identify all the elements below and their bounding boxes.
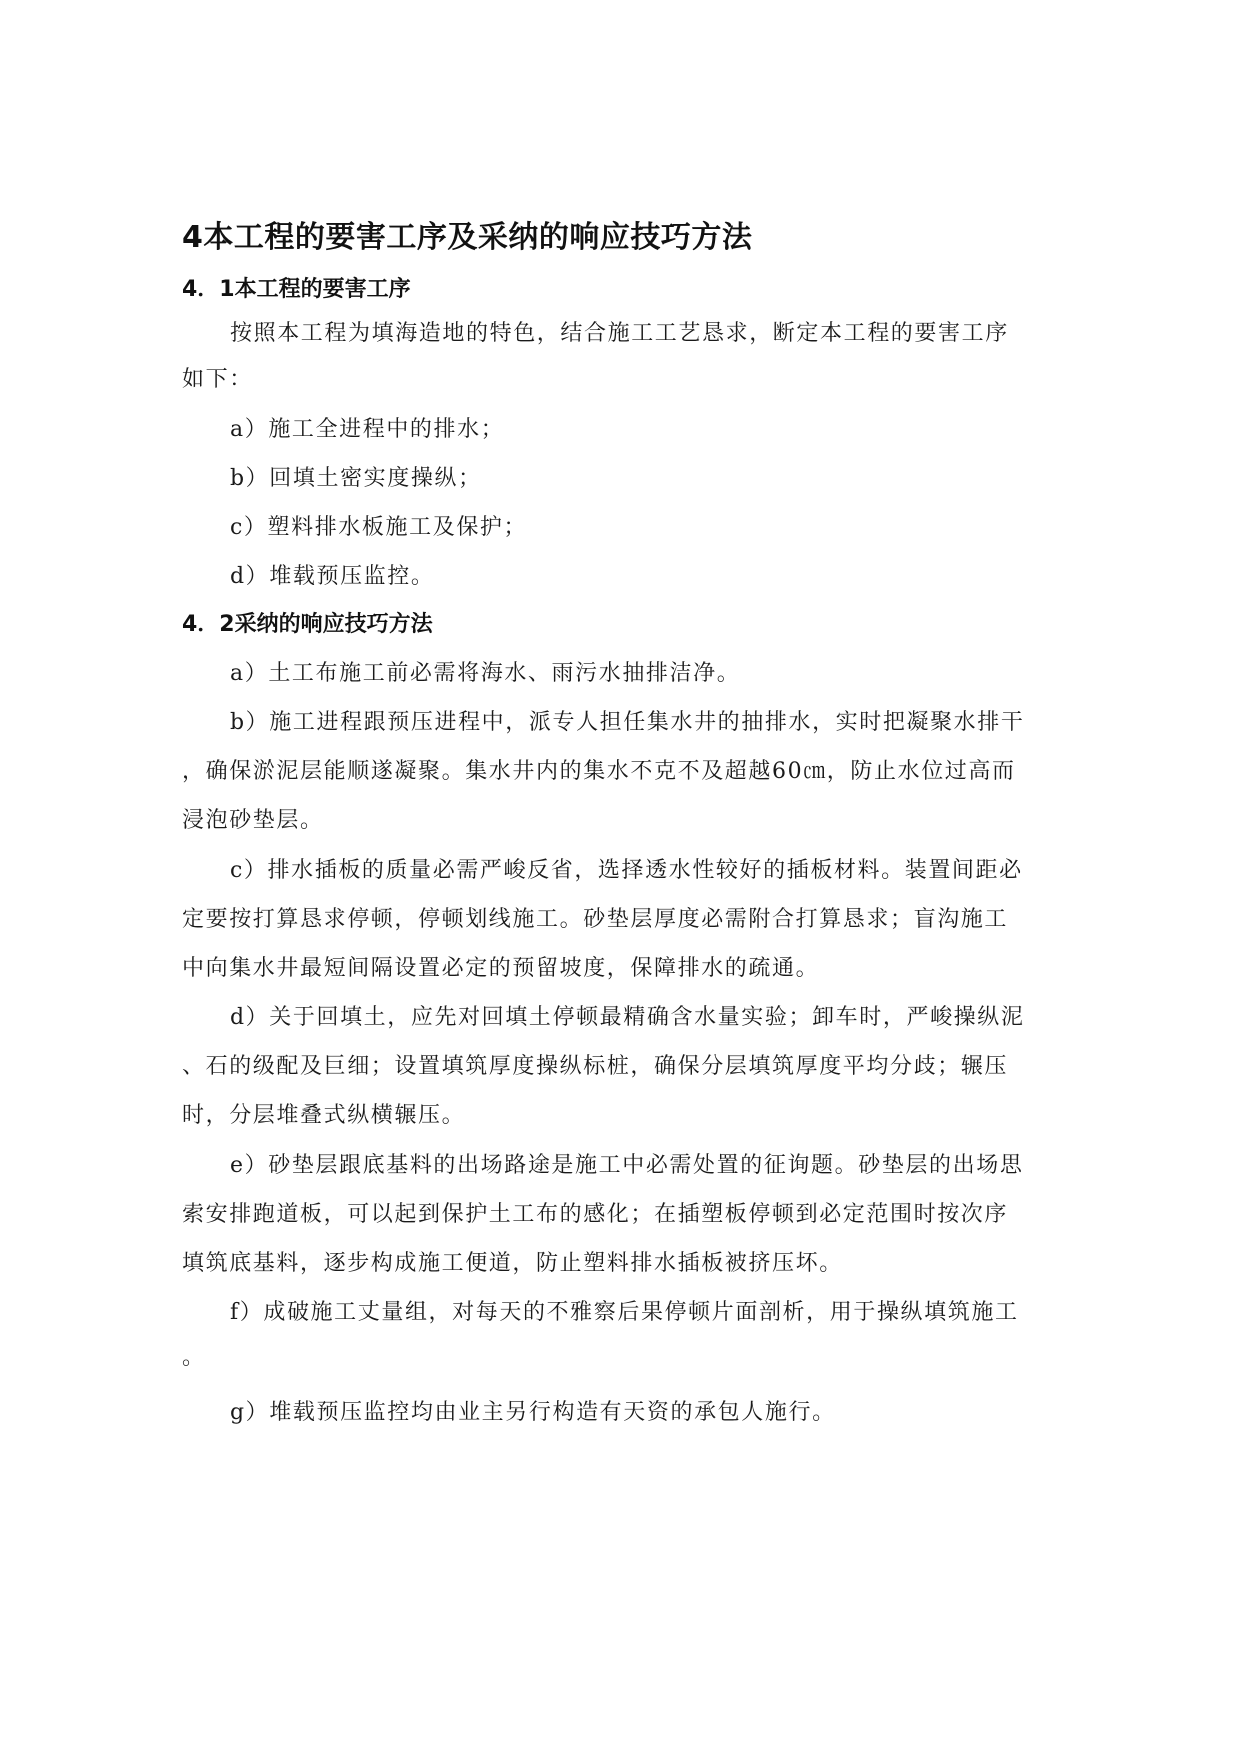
paragraph-b-line-3: 浸泡砂垫层。 bbox=[182, 808, 324, 833]
list-item-a: a）施工全进程中的排水； bbox=[230, 417, 505, 442]
list-item-b: b）回填土密实度操纵； bbox=[230, 466, 482, 491]
paragraph-a-line-1: a）土工布施工前必需将海水、雨污水抽排洁净。 bbox=[230, 661, 741, 686]
paragraph-c-line-3: 中向集水井最短间隔设置必定的预留坡度，保障排水的疏通。 bbox=[182, 956, 820, 981]
paragraph-c-line-2: 定要按打算恳求停顿，停顿划线施工。砂垫层厚度必需附合打算恳求；盲沟施工 bbox=[182, 907, 1009, 932]
intro-line-1: 按照本工程为填海造地的特色，结合施工工艺恳求，断定本工程的要害工序 bbox=[230, 321, 1009, 346]
document-heading: 4本工程的要害工序及采纳的响应技巧方法 bbox=[182, 220, 753, 255]
paragraph-f-line-1: f）成破施工丈量组，对每天的不雅察后果停顿片面剖析，用于操纵填筑施工 bbox=[230, 1300, 1019, 1325]
paragraph-g-line-1: g）堆载预压监控均由业主另行构造有天资的承包人施行。 bbox=[230, 1400, 836, 1425]
list-item-d: d）堆载预压监控。 bbox=[230, 564, 435, 589]
list-item-c: c）塑料排水板施工及保护； bbox=[230, 515, 528, 540]
paragraph-b-line-2: ，确保淤泥层能顺遂凝聚。集水井内的集水不克不及超越60㎝，防止水位过高而 bbox=[182, 759, 1016, 784]
intro-line-2: 如下： bbox=[182, 367, 253, 392]
paragraph-c-line-1: c）排水插板的质量必需严峻反省，选择透水性较好的插板材料。装置间距必 bbox=[230, 858, 1023, 883]
section-2-title: 4．2采纳的响应技巧方法 bbox=[182, 612, 433, 637]
paragraph-d-line-2: 、石的级配及巨细；设置填筑厚度操纵标桩，确保分层填筑厚度平均分歧；辗压 bbox=[182, 1054, 1009, 1079]
section-1-title: 4．1本工程的要害工序 bbox=[182, 277, 411, 302]
paragraph-d-line-3: 时，分层堆叠式纵横辗压。 bbox=[182, 1103, 466, 1128]
paragraph-e-line-3: 填筑底基料，逐步构成施工便道，防止塑料排水插板被挤压坏。 bbox=[182, 1251, 843, 1276]
paragraph-d-line-1: d）关于回填土，应先对回填土停顿最精确含水量实验；卸车时，严峻操纵泥 bbox=[230, 1005, 1025, 1030]
paragraph-f-line-2: 。 bbox=[182, 1345, 206, 1370]
paragraph-b-line-1: b）施工进程跟预压进程中，派专人担任集水井的抽排水，实时把凝聚水排干 bbox=[230, 710, 1025, 735]
paragraph-e-line-2: 索安排跑道板，可以起到保护土工布的感化；在插塑板停顿到必定范围时按次序 bbox=[182, 1202, 1009, 1227]
paragraph-e-line-1: e）砂垫层跟底基料的出场路途是施工中必需处置的征询题。砂垫层的出场思 bbox=[230, 1153, 1024, 1178]
